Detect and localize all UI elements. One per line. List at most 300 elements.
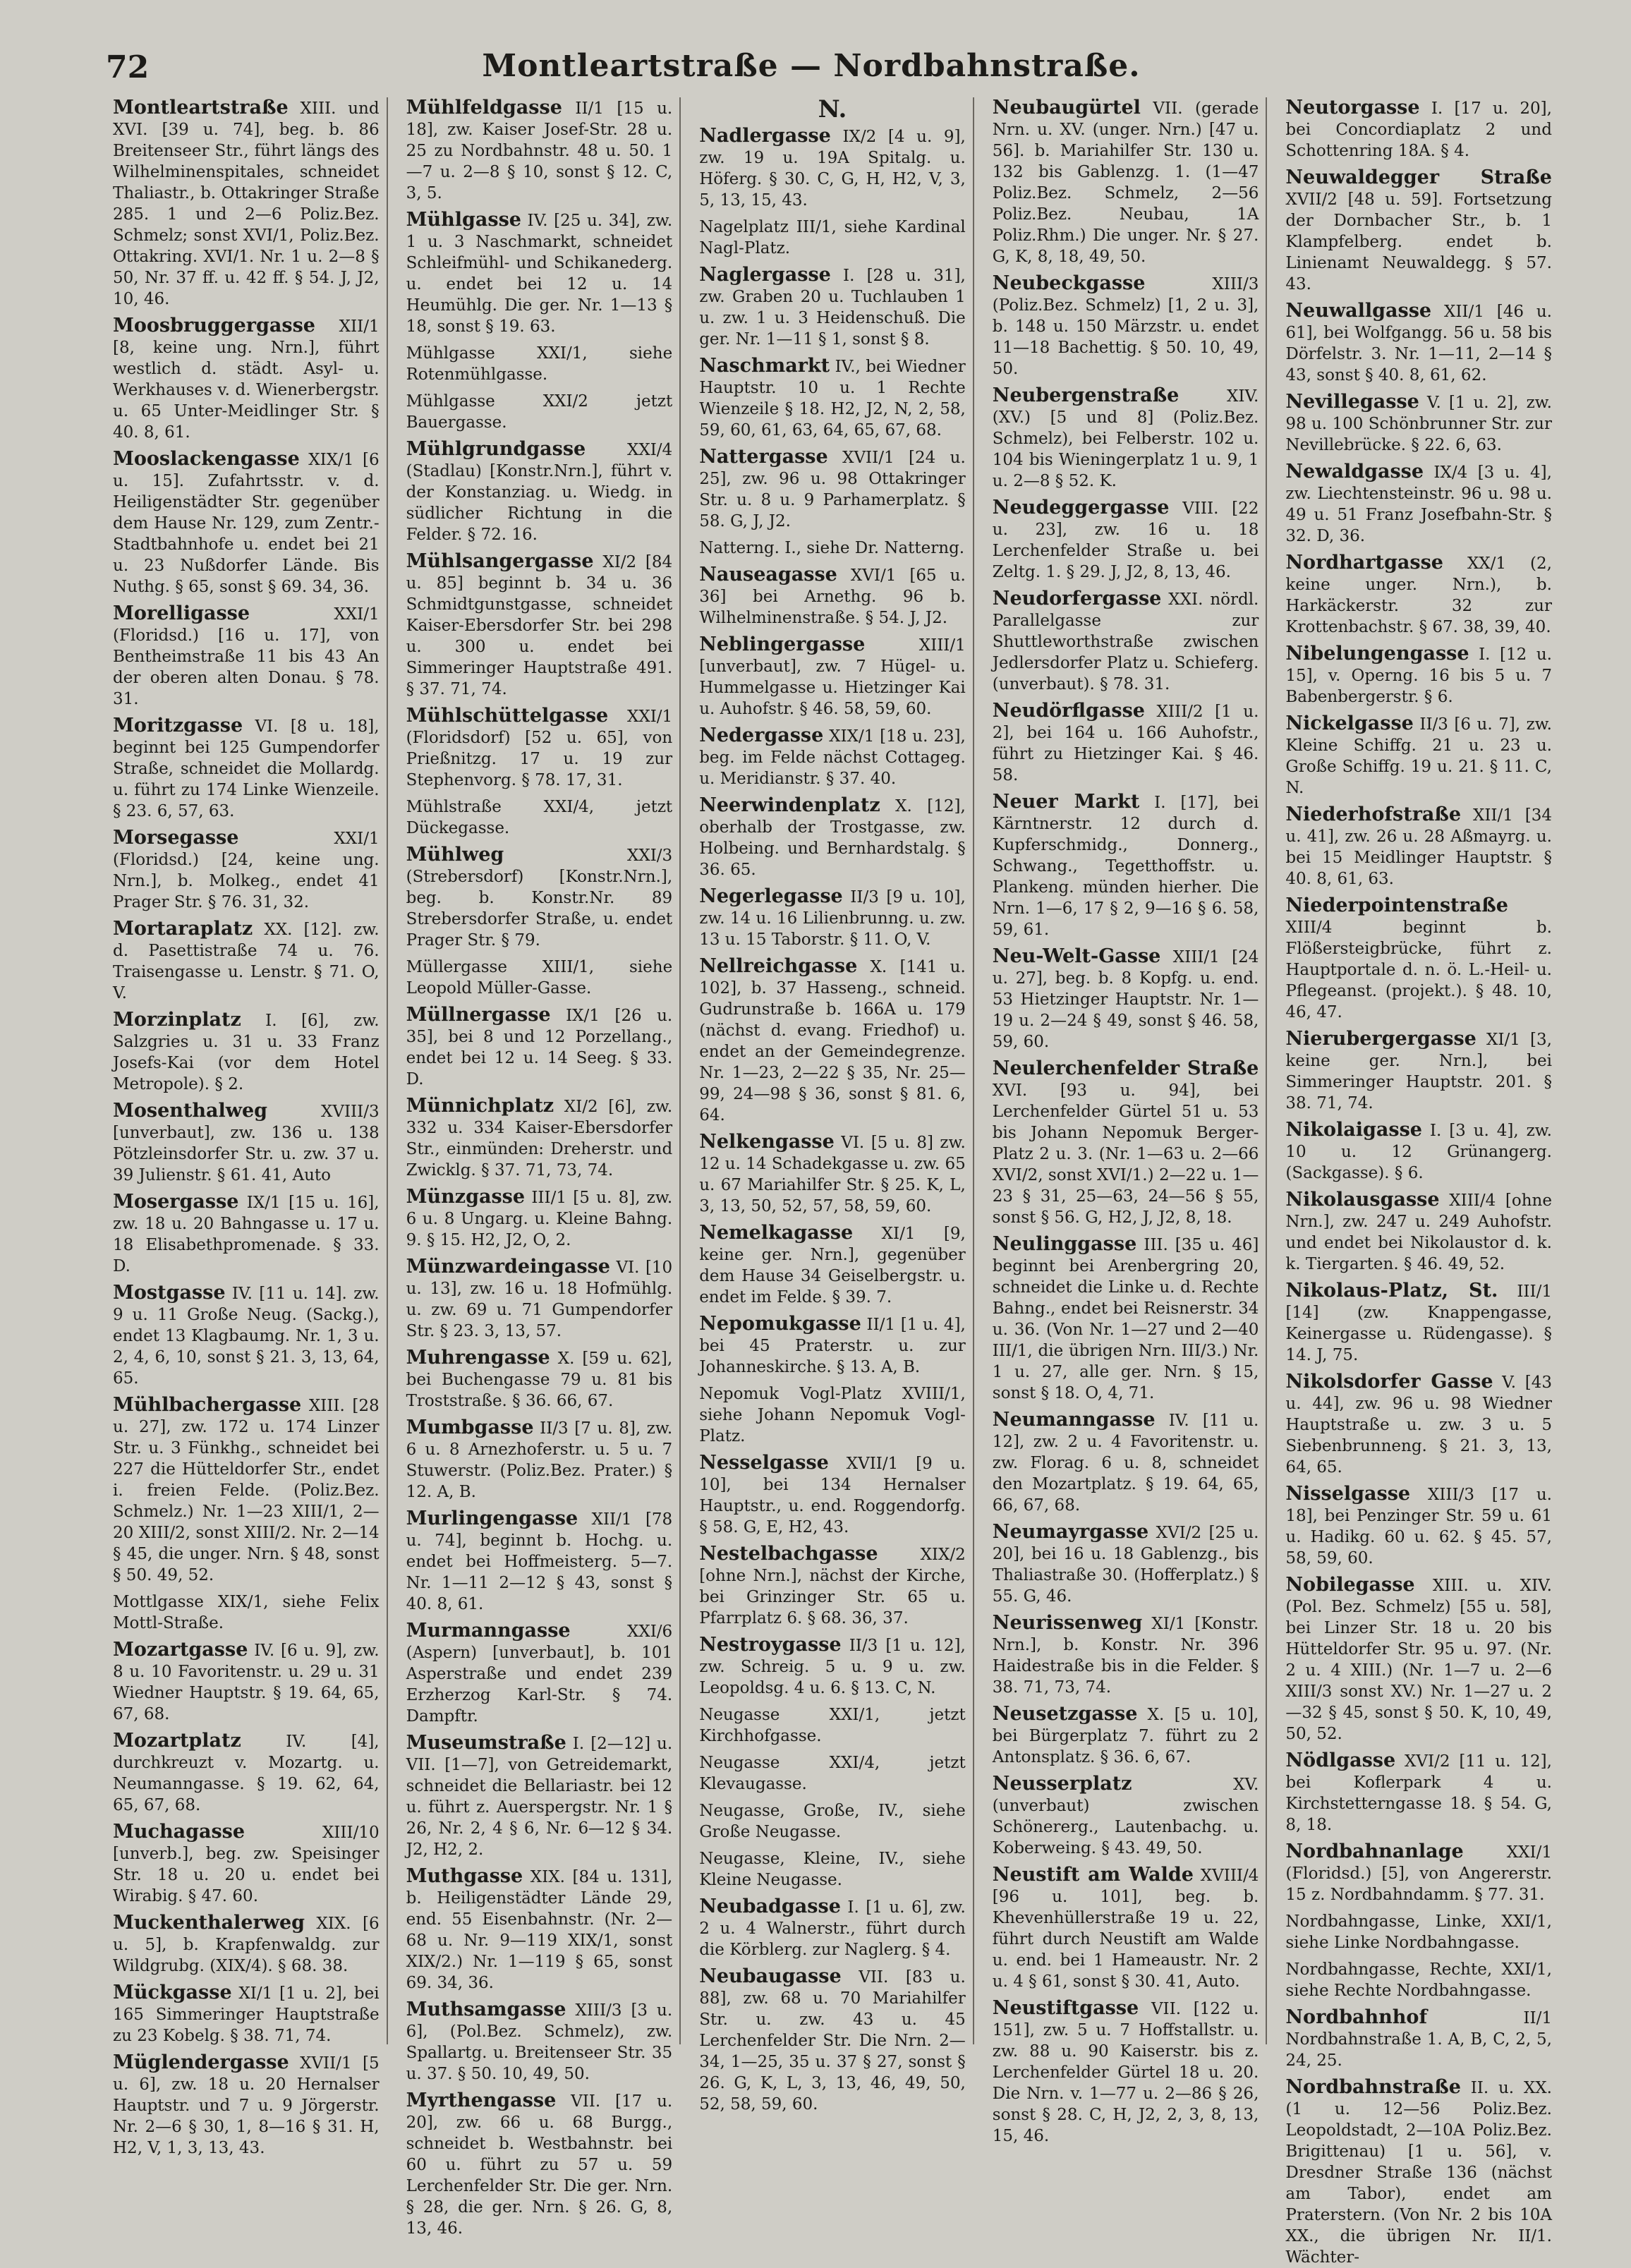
- street-name: Nierubergergasse: [1285, 1028, 1477, 1050]
- street-description: IV. [4], durchkreuzt v. Mozartg. u. Neumanngasse. § 19. 62, 64, 65, 67, 68.: [113, 1733, 380, 1814]
- street-entry: [993, 588, 1259, 695]
- street-name: Neubaugasse: [699, 1965, 842, 1987]
- street-entry: [406, 1187, 673, 1251]
- street-description: IV., bei Wiedner Hauptstr. 10 u. 1 Rechte Wienzeile § 18. H2, J2, N, 2, 58, 59, 60, 61, 63, 64, 65, 67, 68.: [699, 358, 966, 439]
- street-description: XI/1 [3, keine ger. Nrn.], bei Simmeringer Hauptstr. 201. § 38. 71, 74.: [1285, 1031, 1552, 1112]
- street-entry: [699, 1848, 966, 1891]
- street-name: Nordbahnstraße: [1285, 2076, 1461, 2098]
- street-description: II/1 Nordbahnstraße 1. A, B, C, 2, 5, 24, 25.: [1285, 2009, 1552, 2070]
- street-entry: [699, 1800, 966, 1843]
- street-name: Morelligasse: [113, 602, 250, 624]
- street-entry: [1285, 1841, 1552, 1905]
- street-name: Mooslackengasse: [113, 448, 300, 470]
- street-description: Neugasse, Große, IV., siehe Große Neugasse.: [699, 1802, 966, 1841]
- street-entry: [113, 1395, 380, 1586]
- street-entry: [699, 1383, 966, 1447]
- street-description: Nagelplatz III/1, siehe Kardinal Nagl-Platz.: [699, 218, 966, 257]
- street-name: Muchagasse: [113, 1821, 245, 1843]
- street-name: Montleartstraße: [113, 97, 289, 119]
- street-description: Natterng. I., siehe Dr. Natterng.: [699, 539, 965, 557]
- street-description: II/3 [6 u. 7], zw. Kleine Schiffg. 21 u. 23 u. Große Schiffg. 19 u. 21. § 11. C, N.: [1285, 715, 1552, 797]
- street-description: III. [35 u. 46] beginnt bei Arenbergring 20, schneidet die Linke u. d. Rechte Bahng., endet bei Reisnerstr. 34 u. 36. (Von Nr. 1—27 und 2—40 III/1, die übrigen Nrn. III/3.) Nr. 1 u. 27, alle ger. Nrn. § 15, sonst § 18. O, 4, 71.: [992, 1236, 1259, 1402]
- street-description: XVI/1 [65 u. 36] bei Arnethg. 96 b. Wilhelminenstraße. § 54. J, J2.: [699, 566, 966, 627]
- street-name: Newaldgasse: [1285, 461, 1424, 483]
- street-name: Nikolsdorfer Gasse: [1285, 1371, 1493, 1393]
- street-entry: [113, 1100, 380, 1186]
- street-entry: [699, 1132, 966, 1217]
- street-name: Neusserplatz: [992, 1773, 1132, 1795]
- street-description: XXI/1 (Floridsd.) [24, keine ung. Nrn.], b. Molkeg., endet 41 Prager Str. § 76. 31, 32.: [113, 830, 380, 911]
- street-entry: [1285, 1280, 1552, 1366]
- street-name: Mühlgasse: [406, 209, 521, 231]
- street-entry: [699, 356, 966, 441]
- street-entry: [406, 439, 673, 545]
- street-entry: [993, 1864, 1259, 1992]
- street-name: Muthgasse: [406, 1865, 523, 1887]
- street-description: XVII/2 [48 u. 59]. Fortsetzung der Dornbacher Str., b. 1 Klampfelberg. endet b. Linienamt Neuwaldegg. § 57. 43.: [1285, 190, 1552, 293]
- street-description: V. [43 u. 44], zw. 96 u. 98 Wiedner Hauptstraße u. zw. 3 u. 5 Siebenbrunneng. § 21. 3, 13, 64, 65.: [1285, 1373, 1552, 1476]
- street-name: Morsegasse: [113, 827, 239, 849]
- street-entry: [1285, 461, 1552, 547]
- street-name: Muhrengasse: [406, 1347, 550, 1369]
- street-description: X. [5 u. 10], bei Bürgerplatz 7. führt zu 2 Antonsplatz. § 36. 6, 67.: [992, 1706, 1259, 1766]
- street-description: XII/1 [78 u. 74], beginnt b. Hochg. u. endet bei Hoffmeisterg. 5—7. Nr. 1—11 2—12 § 43, sonst § 40. 8, 61.: [406, 1510, 673, 1613]
- street-entry: [406, 1866, 673, 1994]
- street-name: Neutorgasse: [1285, 97, 1420, 119]
- street-description: XIX/2 [ohne Nrn.], nächst der Kirche, bei Grinzinger Str. 65 u. Pfarrplatz 6. § 68. 36, 37.: [699, 1546, 966, 1627]
- street-description: XI/1 [1 u. 2], bei 165 Simmeringer Hauptstraße zu 23 Kobelg. § 38. 71, 74.: [113, 1984, 380, 2045]
- street-description: XI/1 [9, keine ger. Nrn.], gegenüber dem Hause 34 Geiselbergstr. u. endet im Felde. § 39. 7.: [699, 1225, 966, 1306]
- street-name: Neustift am Walde: [992, 1864, 1194, 1886]
- street-description: XXI. nördl. Parallelgasse zur Shuttleworthstraße zwischen Jedlersdorfer Platz u. Schieferg. (unverbaut). § 78. 31.: [992, 590, 1259, 693]
- street-name: Neuwaldegger Straße: [1285, 166, 1552, 188]
- street-description: XVIII/4 [96 u. 101], beg. b. Khevenhüllerstraße 19 u. 22, führt durch Neustift am Walde u. end. bei 1 Hameaustr. Nr. 2 u. 4 § 61, sonst § 30. 41, Auto.: [992, 1867, 1259, 1991]
- street-description: VII. [17 u. 20], zw. 66 u. 68 Burgg., schneidet b. Westbahnstr. bei 60 u. führt zu 57 u. 59 Lerchenfelder Str. Die ger. Nrn. § 28, die ger. Nrn. § 26. G, 8, 13, 46.: [406, 2092, 673, 2238]
- street-entry: [993, 1773, 1259, 1859]
- street-entry: [113, 1912, 380, 1977]
- street-name: Nisselgasse: [1285, 1483, 1411, 1505]
- street-entry: [1285, 643, 1552, 708]
- street-entry: [993, 97, 1259, 267]
- street-entry: [699, 634, 966, 720]
- street-name: Neudeggergasse: [992, 497, 1170, 519]
- street-entry: [113, 449, 380, 598]
- street-name: Nemelkagasse: [699, 1222, 854, 1244]
- street-description: XIII/3 (Poliz.Bez. Schmelz) [1, 2 u. 3], b. 148 u. 150 Märzstr. u. endet 11—18 Bachettig. § 50. 10, 49, 50.: [992, 275, 1259, 378]
- street-description: IV. [25 u. 34], zw. 1 u. 3 Naschmarkt, schneidet Schleifmühl- und Schikanederg. u. endet bei 12 u. 14 Heumühlg. Die ger. Nr. 1—13 § 18, sonst § 19. 63.: [406, 212, 673, 336]
- street-entry: [406, 1256, 673, 1342]
- street-name: Mückgasse: [113, 1982, 232, 2003]
- street-name: Nödlgasse: [1285, 1749, 1396, 1771]
- street-entry: [699, 1635, 966, 1699]
- street-description: XI/2 [84 u. 85] beginnt b. 34 u. 36 Schmidtgunstgasse, schneidet Kaiser-Ebersdorfer Str. bei 298 u. 300 u. endet bei Simmeringer Hauptstraße 491. § 37. 71, 74.: [406, 553, 673, 698]
- street-description: Mottlgasse XIX/1, siehe Felix Mottl-Straße.: [113, 1593, 380, 1632]
- street-description: I. [3 u. 4], zw. 10 u. 12 Grünangerg. (Sackgasse). § 6.: [1285, 1122, 1552, 1182]
- street-name: Mortaraplatz: [113, 918, 253, 940]
- street-name: Mühlschüttelgasse: [406, 705, 609, 727]
- street-entry: [406, 97, 673, 204]
- street-entry: [1285, 1120, 1552, 1184]
- street-name: Nordhartgasse: [1285, 552, 1443, 574]
- street-description: II/1 [1 u. 4], bei 45 Praterstr. u. zur Johanneskirche. § 13. A, B.: [699, 1316, 966, 1376]
- street-name: Neulerchenfelder Straße: [992, 1057, 1259, 1079]
- street-description: XIX/1 [6 u. 15]. Zufahrtsstr. v. d. Heiligenstädter Str. gegenüber dem Hause Nr. 129, zum Zentr.-Stadtbahnhofe u. endet bei 21 u. 23 Nußdorfer Lände. Bis Nuthg. § 65, sonst § 69. 34, 36.: [113, 451, 380, 596]
- street-entry: [993, 1409, 1259, 1516]
- street-entry: [406, 1733, 673, 1860]
- street-entry: [699, 1544, 966, 1629]
- street-name: Neubadgasse: [699, 1896, 841, 1917]
- street-name: Nesselgasse: [699, 1452, 829, 1474]
- street-entry: [1285, 804, 1552, 890]
- street-description: IX/1 [15 u. 16], zw. 18 u. 20 Bahngasse u. 17 u. 18 Elisabethpromenade. § 33. D.: [113, 1194, 380, 1275]
- street-name: Neusetzgasse: [992, 1703, 1138, 1725]
- street-description: I. [1 u. 6], zw. 2 u. 4 Walnerstr., führt durch die Körblerg. zur Naglerg. § 4.: [699, 1898, 966, 1959]
- street-entry: [1285, 1575, 1552, 1745]
- street-entry: [993, 792, 1259, 940]
- street-description: XIII. und XVI. [39 u. 74], beg. b. 86 Breitenseer Str., führt längs des Wilhelminenspitales, schneidet Thaliastr., b. Ottakringer Straße 285. 1 und 2—6 Poliz.Bez. Schmelz; sonst XVI/1, Poliz.Bez. Ottakring. XVI/1. Nr. 1 u. 2—8 § 50, Nr. 37 ff. u. 42 ff. § 54. J, J2, 10, 46.: [113, 99, 380, 308]
- street-name: Neblingergasse: [699, 633, 866, 655]
- street-description: XX/1 (2, keine unger. Nrn.), b. Harkäckerstr. 32 zur Krottenbachstr. § 67. 38, 39, 40.: [1285, 554, 1552, 636]
- street-description: X. [141 u. 102], b. 37 Hasseng., schneid. Gudrunstraße b. 166A u. 179 (nächst d. evang. Friedhof) u. endet an der Gemeindegrenze. Nr. 1—23, 2—22 § 35, Nr. 25—99, 24—98 § 36, sonst § 81. 6, 64.: [699, 958, 966, 1124]
- street-entry: [993, 946, 1259, 1053]
- street-description: V. [1 u. 2], zw. 98 u. 100 Schönbrunner Str. zur Nevillebrücke. § 22. 6, 63.: [1285, 394, 1552, 454]
- street-description: IV. [11 u. 12], zw. 2 u. 4 Favoritenstr. u. zw. Florag. 6 u. 8, schneidet den Mozartplatz. § 19. 64, 65, 66, 67, 68.: [992, 1412, 1259, 1515]
- street-name: Mühlgrundgasse: [406, 438, 586, 460]
- street-description: Nordbahngasse, Rechte, XXI/1, siehe Rechte Nordbahngasse.: [1285, 1960, 1552, 2000]
- column-3: [692, 95, 974, 2114]
- street-entry: [406, 1508, 673, 1615]
- street-description: VI. [5 u. 8] zw. 12 u. 14 Schadekgasse u. zw. 65 u. 67 Mariahilfer Str. § 25. K, L, 3, 13, 50, 52, 57, 58, 59, 60.: [699, 1134, 966, 1215]
- street-name: Niederpointenstraße: [1285, 895, 1508, 916]
- page-number: 72: [106, 49, 150, 85]
- street-entry: [406, 1620, 673, 1727]
- street-entry: [993, 273, 1259, 380]
- street-description: III/1 [14] (zw. Knappengasse, Keinergasse u. Rüdengasse). § 14. J, 75.: [1285, 1282, 1552, 1364]
- street-name: Nestelbachgasse: [699, 1543, 878, 1565]
- street-entry: [406, 796, 673, 839]
- street-description: XIII/1 [unverbaut], zw. 7 Hügel- u. Hummelgasse u. Hietzinger Kai u. Auhofstr. § 46. 58, 59, 60.: [699, 636, 966, 718]
- street-name: Morzinplatz: [113, 1009, 241, 1031]
- street-description: I. [28 u. 31], zw. Graben 20 u. Tuchlauben 1 u. zw. 1 u. 3 Heidenschuß. Die ger. Nr. 1—11 § 1, sonst § 8.: [699, 267, 966, 348]
- street-name: Nikolaigasse: [1285, 1119, 1422, 1141]
- street-description: XVIII/3 [unverbaut], zw. 136 u. 138 Pötzleinsdorfer Str. u. zw. 37 u. 39 Julienstr. § 61. 41, Auto: [113, 1103, 380, 1184]
- street-name: Neubeckgasse: [992, 272, 1146, 294]
- street-description: XVII/1 [9 u. 10], bei 134 Hernalser Hauptstr., u. end. Roggendorfg. § 58. G, E, H2, 43.: [699, 1455, 966, 1536]
- street-name: Mühlbachergasse: [113, 1394, 302, 1416]
- column-2: [399, 97, 681, 2238]
- street-entry: [1285, 2007, 1552, 2071]
- street-name: Münzgasse: [406, 1186, 526, 1208]
- street-name: Neulinggasse: [992, 1233, 1137, 1255]
- street-description: IV. [6 u. 9], zw. 8 u. 10 Favoritenstr. u. 29 u. 31 Wiedner Hauptstr. § 19. 64, 65, 67, 68.: [113, 1642, 380, 1723]
- street-entry: [113, 1591, 380, 1634]
- street-description: XIII/3 [3 u. 6], (Pol.Bez. Schmelz), zw. Spallartg. u. Breitenseer Str. 35 u. 37. § 50. 10, 49, 50.: [406, 2001, 673, 2083]
- street-description: Neugasse XXI/4, jetzt Klevaugasse.: [699, 1754, 966, 1793]
- street-name: Moosbruggergasse: [113, 315, 315, 336]
- street-name: Naglergasse: [699, 264, 831, 286]
- street-entry: [406, 1005, 673, 1090]
- street-description: Neugasse XXI/1, jetzt Kirchhofgasse.: [699, 1706, 966, 1745]
- street-name: Mühlsangergasse: [406, 550, 594, 572]
- street-description: XIII/1 [24 u. 27], beg. b. 8 Kopfg. u. end. 53 Hietzinger Hauptstr. Nr. 1—19 u. 2—24 § 49, sonst § 46. 58, 59, 60.: [992, 948, 1259, 1051]
- street-description: I. [17 u. 20], bei Concordiaplatz 2 und Schottenring 18A. § 4.: [1285, 99, 1552, 160]
- street-name: Neubergenstraße: [992, 384, 1180, 406]
- street-name: Nelkengasse: [699, 1131, 835, 1153]
- street-entry: [699, 126, 966, 211]
- street-description: XIII/4 beginnt b. Flößersteigbrücke, führt z. Hauptportale d. n. ö. L.-Heil- u. Pflegeanst. (projekt.). § 48. 10, 46, 47.: [1285, 918, 1552, 1021]
- street-name: Nattergasse: [699, 446, 828, 468]
- street-description: Nepomuk Vogl-Platz XVIII/1, siehe Johann Nepomuk Vogl-Platz.: [699, 1385, 966, 1445]
- street-description: XXI/1 (Floridsdorf) [52 u. 65], von Prießnitzg. 17 u. 19 zur Stephenvorg. § 78. 17, 31.: [406, 708, 673, 789]
- street-entry: [1285, 1371, 1552, 1478]
- street-entry: [406, 705, 673, 791]
- street-name: Müllnergasse: [406, 1004, 551, 1026]
- street-description: VIII. [22 u. 23], zw. 16 u. 18 Lerchenfelder Straße u. bei Zeltg. 1. § 29. J, J2, 8, 13, 46.: [992, 499, 1259, 581]
- street-description: XXI/4 (Stadlau) [Konstr.Nrn.], führt v. der Konstanziag. u. Wiedg. in südlicher Richtung in die Felder. § 72. 16.: [406, 441, 673, 544]
- street-name: Nepomukgasse: [699, 1313, 861, 1335]
- directory-columns: [106, 95, 1559, 2267]
- street-description: VI. [8 u. 18], beginnt bei 125 Gumpendorfer Straße, schneidet die Mollardg. u. führt zu 174 Linke Wienzeile. § 23. 6, 57, 63.: [113, 717, 380, 820]
- street-description: IV. [11 u. 14]. zw. 9 u. 11 Große Neug. (Sackg.), endet 13 Klagbaumg. Nr. 1, 3 u. 2, 4, 6, 10, sonst § 21. 3, 13, 64, 65.: [113, 1285, 380, 1388]
- street-entry: [699, 1704, 966, 1747]
- street-name: Nestroygasse: [699, 1634, 842, 1656]
- street-name: Neustiftgasse: [992, 1997, 1139, 2019]
- street-name: Mühlfeldgasse: [406, 97, 562, 119]
- street-description: II. u. XX. (1 u. 12—56 Poliz.Bez. Leopoldstadt, 2—10A Poliz.Bez. Brigittenau) [1 u. 56], v. Dresdner Straße 136 (nächst am Tabor), endet am Praterstern. (Von Nr. 2 bis 10A XX., die übrigen Nr. II/1. Wächter-: [1285, 2079, 1552, 2267]
- column-5: [1278, 97, 1559, 2267]
- street-entry: [113, 918, 380, 1004]
- street-entry: [993, 1704, 1259, 1768]
- street-description: I. [17], bei Kärntnerstr. 12 durch d. Kupferschmidg., Donnerg., Schwang., Tegetthoffstr. u. Plankeng. münden hierher. Die Nrn. 1—6, 17 § 2, 9—16 § 6. 58, 59, 61.: [992, 794, 1259, 939]
- street-entry: [1285, 1911, 1552, 1953]
- street-entry: [113, 603, 380, 710]
- street-name: Myrthengasse: [406, 2090, 557, 2111]
- street-name: Murmanngasse: [406, 1620, 571, 1642]
- street-name: Neerwindenplatz: [699, 794, 880, 816]
- street-entry: [699, 1896, 966, 1960]
- street-name: Neumanngasse: [992, 1409, 1156, 1431]
- street-entry: [1285, 2077, 1552, 2268]
- street-entry: [993, 385, 1259, 492]
- street-name: Murlingengasse: [406, 1508, 578, 1529]
- street-entry: [1285, 167, 1552, 295]
- street-name: Mühlweg: [406, 844, 504, 866]
- street-description: II/3 [7 u. 8], zw. 6 u. 8 Arnezhoferstr. u. 5 u. 7 Stuwerstr. (Poliz.Bez. Prater.) § 12. A, B.: [406, 1419, 673, 1501]
- street-description: II/3 [1 u. 12], zw. Schreig. 5 u. 9 u. zw. Leopoldsg. 4 u. 6. § 13. C, N.: [699, 1637, 966, 1697]
- street-description: XIII. u. XIV. (Pol. Bez. Schmelz) [55 u. 58], bei Linzer Str. 18 u. 20 bis Hütteldorfer Str. 95 u. 97. (Nr. 2 u. 4 XIII.) (Nr. 1—7 u. 2—6 XIII/3 sonst XV.) Nr. 1—27 u. 2—32 § 45, sonst § 50. K, 10, 49, 50, 52.: [1285, 1577, 1552, 1743]
- street-name: Neu-Welt-Gasse: [992, 945, 1161, 967]
- street-entry: [699, 1752, 966, 1795]
- street-entry: [1285, 1029, 1552, 1114]
- street-entry: [699, 886, 966, 950]
- street-name: Nibelungengasse: [1285, 643, 1469, 665]
- street-description: XI/2 [6], zw. 332 u. 334 Kaiser-Ebersdorfer Str., einmünden: Dreherstr. und Zwicklg. § 37. 71, 73, 74.: [406, 1098, 673, 1180]
- street-name: Nedergasse: [699, 724, 824, 746]
- street-entry: [699, 217, 966, 259]
- street-description: IX/4 [3 u. 4], zw. Liechtensteinstr. 96 u. 98 u. 49 u. 51 Franz Josefbahn-Str. § 32. D, 36.: [1285, 463, 1552, 545]
- street-entry: [1285, 97, 1552, 162]
- street-entry: [1285, 1750, 1552, 1836]
- street-name: Neumayrgasse: [992, 1521, 1149, 1543]
- street-entry: [699, 725, 966, 789]
- street-entry: [406, 343, 673, 385]
- street-entry: [993, 1998, 1259, 2147]
- street-name: Mumbgasse: [406, 1417, 534, 1438]
- street-name: Nordbahnanlage: [1285, 1841, 1464, 1862]
- street-entry: [1285, 1189, 1552, 1275]
- street-name: Nikolausgasse: [1285, 1189, 1440, 1211]
- street-description: XXI/6 (Aspern) [unverbaut], b. 101 Asperstraße und endet 239 Erzherzog Karl-Str. § 74. Dampftr.: [406, 1623, 673, 1726]
- street-description: XII/1 [34 u. 41], zw. 26 u. 28 Aßmayrg. u. bei 15 Meidlinger Hauptstr. § 40. 8, 61, 63.: [1285, 806, 1552, 888]
- street-name: Mostgasse: [113, 1282, 226, 1304]
- street-name: Neudorfergasse: [992, 588, 1162, 610]
- street-description: X. [59 u. 62], bei Buchengasse 79 u. 81 bis Troststraße. § 36. 66, 67.: [406, 1350, 673, 1410]
- street-entry: [699, 956, 966, 1126]
- street-entry: [113, 827, 380, 913]
- street-description: VII. [122 u. 151], zw. 5 u. 7 Hoffstallstr. u. zw. 88 u. 90 Kaiserstr. bis z. Lerchenfelder Gürtel 18 u. 20. Die Nrn. v. 1—77 u. 2—86 § 26, sonst § 28. C, H, J2, 2, 3, 8, 13, 15, 46.: [992, 2000, 1259, 2145]
- street-description: XIII/10 [unverb.], beg. zw. Speisinger Str. 18 u. 20 u. endet bei Wirabig. § 47. 60.: [113, 1824, 380, 1905]
- street-description: XIII/3 [17 u. 18], bei Penzinger Str. 59 u. 61 u. Hadikg. 60 u. 62. § 45. 57, 58, 59, 60.: [1285, 1486, 1552, 1567]
- street-entry: [699, 1453, 966, 1538]
- street-entry: [993, 1613, 1259, 1698]
- street-entry: [113, 1982, 380, 2046]
- street-name: Nevillegasse: [1285, 391, 1419, 413]
- street-description: XIV. (XV.) [5 und 8] (Poliz.Bez. Schmelz), bei Felberstr. 102 u. 104 bis Wieningerplatz 1 u. 9, 1 u. 2—8 § 52. K.: [992, 387, 1259, 490]
- street-description: XXI/3 (Strebersdorf) [Konstr.Nrn.], beg. b. Konstr.Nr. 89 Strebersdorfer Straße, u. endet Prager Str. § 79.: [406, 847, 673, 950]
- street-entry: [406, 391, 673, 433]
- street-entry: [993, 1234, 1259, 1404]
- street-description: VII. (gerade Nrn. u. XV. (unger. Nrn.) [47 u. 56]. b. Mariahilfer Str. 130 u. 132 bis Gablenzg. 1. (1—47 Poliz.Bez. Schmelz, 2—56 Poliz.Bez. Neubau, 1A Poliz.Rhm.) Die unger. Nr. § 27. G, K, 8, 18, 49, 50.: [992, 99, 1259, 266]
- street-description: XVI. [93 u. 94], bei Lerchenfelder Gürtel 51 u. 53 bis Johann Nepomuk Berger-Platz 2 u. 3. (Nr. 1—63 u. 2—66 XVI/2, sonst XVI/1.) 2—22 u. 1—23 § 31, 25—63, 24—56 § 55, sonst § 56. G, H2, J, J2, 8, 18.: [992, 1081, 1259, 1227]
- street-name: Nikolaus-Platz, St.: [1285, 1280, 1498, 1302]
- street-entry: [406, 1347, 673, 1412]
- street-description: XII/1 [8, keine ung. Nrn.], führt westlich d. städt. Asyl- u. Werkhauses v. d. Wienerbergstr. u. 65 Unter-Meidlinger Str. § 40. 8, 61.: [113, 317, 380, 442]
- street-entry: [406, 1096, 673, 1181]
- street-description: XV. (unverbaut) zwischen Schönererg., Lautenbachg. u. Koberweing. § 43. 49, 50.: [992, 1776, 1259, 1857]
- street-description: XIII/2 [1 u. 2], bei 164 u. 166 Auhofstr., führt zu Hietzinger Kai. § 46. 58.: [992, 703, 1259, 784]
- street-entry: [699, 447, 966, 532]
- street-name: Mozartgasse: [113, 1639, 248, 1661]
- street-name: Nellreichgasse: [699, 955, 858, 977]
- street-description: XIX. [6 u. 5], b. Krapfenwaldg. zur Wildgrubg. (XIX/4). § 68. 38.: [113, 1915, 380, 1975]
- street-entry: [699, 538, 966, 559]
- street-name: Niederhofstraße: [1285, 803, 1462, 825]
- street-entry: [699, 265, 966, 350]
- street-description: XVII/1 [24 u. 25], zw. 96 u. 98 Ottakringer Str. u. 8 u. 9 Parhamerplatz. § 58. G, J, J2.: [699, 449, 966, 530]
- street-description: X. [12], oberhalb der Trostgasse, zw. Holbeing. und Bernhardstalg. § 36. 65.: [699, 797, 966, 879]
- street-entry: [113, 1821, 380, 1907]
- street-entry: [699, 1223, 966, 1308]
- street-description: Müllergasse XIII/1, siehe Leopold Müller-Gasse.: [406, 958, 673, 997]
- street-entry: [406, 1999, 673, 2085]
- street-entry: [1285, 301, 1552, 386]
- street-name: Muthsamgasse: [406, 1999, 566, 2020]
- street-entry: [113, 1009, 380, 1095]
- street-description: II/1 [15 u. 18], zw. Kaiser Josef-Str. 28 u. 25 zu Nordbahnstr. 48 u. 50. 1—7 u. 2—8 § 10, sonst § 12. C, 3, 5.: [406, 99, 673, 202]
- street-description: Mühlgasse XXI/2 jetzt Bauergasse.: [406, 392, 673, 432]
- street-name: Münnichplatz: [406, 1095, 554, 1117]
- street-description: XIII. [28 u. 27], zw. 172 u. 174 Linzer Str. u. 3 Fünkhg., schneidet bei 227 die Hütteldorfer Str., endet i. freien Felde. (Poliz.Bez. Schmelz.) Nr. 1—23 XIII/1, 2—20 XIII/2, sonst XIII/2. Nr. 2—14 § 45, die unger. Nrn. § 48, sonst § 50. 49, 52.: [113, 1397, 380, 1584]
- running-title: Montleartstraße — Nordbahnstraße.: [482, 48, 1141, 84]
- street-name: Muckenthalerweg: [113, 1912, 305, 1934]
- street-entry: [1285, 895, 1552, 1023]
- street-description: XII/1 [46 u. 61], bei Wolfgangg. 56 u. 58 bis Dörfelstr. 3. Nr. 1—11, 2—14 § 43, sonst § 40. 8, 61, 62.: [1285, 303, 1552, 384]
- street-description: I. [12 u. 15], v. Operng. 16 bis 5 u. 7 Babenbergerstr. § 6.: [1285, 645, 1552, 706]
- street-name: Moritzgasse: [113, 715, 243, 736]
- street-description: Neugasse, Kleine, IV., siehe Kleine Neugasse.: [699, 1850, 966, 1889]
- street-description: VII. [83 u. 88], zw. 68 u. 70 Mariahilfer Str. u. zw. 43 u. 45 Lerchenfelder Str. Die Nrn. 2—34, 1—25, 35 u. 37 § 27, sonst § 26. G, K, L, 3, 13, 46, 49, 50, 52, 58, 59, 60.: [699, 1968, 966, 2114]
- street-entry: [113, 97, 380, 310]
- street-name: Nauseagasse: [699, 564, 837, 586]
- street-entry: [699, 795, 966, 880]
- street-entry: [1285, 392, 1552, 456]
- street-entry: [1285, 1484, 1552, 1569]
- street-description: IX/1 [26 u. 35], bei 8 und 12 Porzellang., endet bei 12 u. 14 Seeg. § 33. D.: [406, 1007, 673, 1088]
- street-description: VI. [10 u. 13], zw. 16 u. 18 Hofmühlg. u. zw. 69 u. 71 Gumpendorfer Str. § 23. 3, 13, 57.: [406, 1259, 673, 1340]
- street-description: XIX. [84 u. 131], b. Heiligenstädter Lände 29, end. 55 Eisenbahnstr. (Nr. 2—68 u. Nr. 9—119 XIX/1, sonst XIX/2.) Nr. 1—119 § 65, sonst 69. 34, 36.: [406, 1868, 673, 1992]
- street-name: Negerlegasse: [699, 885, 843, 907]
- street-description: I. [2—12] u. VII. [1—7], von Getreidemarkt, schneidet die Bellariastr. bei 12 u. führt z. Auerspergstr. Nr. 1 § 26, Nr. 2, 4 § 6, Nr. 6—12 § 34. J2, H2, 2.: [406, 1735, 673, 1859]
- page-header: [78, 35, 1545, 85]
- street-description: III/1 [5 u. 8], zw. 6 u. 8 Ungarg. u. Kleine Bahng. 9. § 15. H2, J2, O, 2.: [406, 1189, 673, 1249]
- street-name: Naschmarkt: [699, 355, 830, 377]
- street-entry: [406, 210, 673, 337]
- column-4: [986, 97, 1268, 2145]
- section-letter: N.: [818, 95, 847, 123]
- street-name: Müglendergasse: [113, 2051, 289, 2073]
- street-entry: [113, 1730, 380, 1816]
- street-entry: [406, 844, 673, 951]
- street-description: XXI/1 (Floridsd.) [5], von Angererstr. 15 z. Nordbahndamm. § 77. 31.: [1285, 1843, 1552, 1904]
- street-entry: [699, 1314, 966, 1378]
- street-description: XX. [12]. zw. d. Pasettistraße 74 u. 76. Traisengasse u. Lenstr. § 71. O, V.: [113, 921, 380, 1002]
- street-name: Neuer Markt: [992, 791, 1140, 813]
- street-entry: [113, 1639, 380, 1725]
- street-entry: [113, 1191, 380, 1277]
- street-entry: [993, 497, 1259, 583]
- street-name: Neuwallgasse: [1285, 300, 1432, 322]
- street-description: Mühlstraße XXI/4, jetzt Dückegasse.: [406, 798, 673, 837]
- street-description: XVI/2 [11 u. 12], bei Koflerpark 4 u. Kirchstetterngasse 18. § 54. G, 8, 18.: [1285, 1752, 1552, 1834]
- street-name: Neubaugürtel: [992, 97, 1141, 119]
- column-1: [106, 97, 388, 2157]
- street-entry: [113, 1282, 380, 1389]
- street-name: Museumstraße: [406, 1732, 566, 1754]
- street-name: Nadlergasse: [699, 125, 831, 147]
- street-name: Mosergasse: [113, 1191, 239, 1213]
- street-description: XVII/1 [5 u. 6], zw. 18 u. 20 Hernalser Hauptstr. und 7 u. 9 Jörgerstr. Nr. 2—6 § 30, 1, 8—16 § 31. H, H2, V, 1, 3, 13, 43.: [113, 2054, 380, 2157]
- street-description: XVI/2 [25 u. 20], bei 16 u. 18 Gablenzg., bis Thaliastraße 30. (Hofferplatz.) § 55. G, 46.: [992, 1524, 1259, 1606]
- street-entry: [113, 715, 380, 822]
- street-name: Nobilegasse: [1285, 1574, 1415, 1596]
- street-name: Nordbahnhof: [1285, 2006, 1428, 2028]
- street-description: XXI/1 (Floridsd.) [16 u. 17], von Bentheimstraße 11 bis 43 An der oberen alten Donau. § 78. 31.: [113, 605, 380, 708]
- street-entry: [1285, 1959, 1552, 2001]
- street-name: Neurissenweg: [992, 1612, 1143, 1634]
- street-name: Mozartplatz: [113, 1730, 241, 1752]
- street-name: Münzwardeingasse: [406, 1256, 610, 1278]
- street-entry: [113, 315, 380, 443]
- street-entry: [699, 1966, 966, 2115]
- street-entry: [113, 2052, 380, 2159]
- street-description: Mühlgasse XXI/1, siehe Rotenmühlgasse.: [406, 344, 673, 384]
- street-name: Nickelgasse: [1285, 712, 1414, 734]
- street-entry: [1285, 713, 1552, 799]
- street-description: IX/2 [4 u. 9], zw. 19 u. 19A Spitalg. u. Höferg. § 30. C, G, H, H2, V, 3, 5, 13, 15, 43.: [699, 128, 966, 210]
- street-entry: [993, 1058, 1259, 1228]
- street-description: Nordbahngasse, Linke, XXI/1, siehe Linke Nordbahngasse.: [1285, 1912, 1552, 1952]
- street-name: Neudörflgasse: [992, 700, 1145, 722]
